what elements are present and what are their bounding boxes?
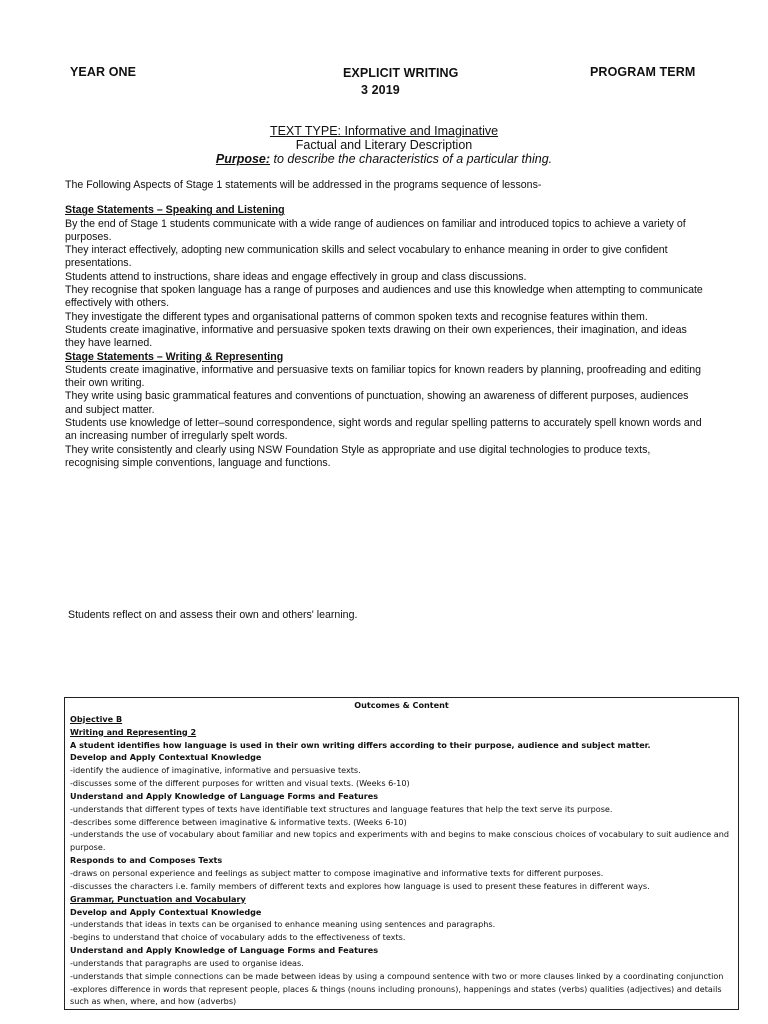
speaking-line: They recognise that spoken language has a range of purposes and audiences and use this knowledge when attempting to communicate effectively with others. [65, 284, 703, 310]
speaking-line: They interact effectively, adopting new communication skills and select vocabulary to enhance meaning in order to give confident presentations. [65, 244, 668, 270]
outcome-line: -discusses the characters i.e. family members of different texts and explores how language is used to present these features in different ways. [70, 880, 650, 891]
writing-line: Students create imaginative, informative and persuasive texts on familiar topics for known readers by planning, proofreading and editing their own writing. [65, 363, 701, 390]
outcome-heading: Grammar, Punctuation and Vocabulary [70, 893, 246, 904]
outcome-line: -understands that paragraphs are used to organise ideas. [70, 957, 304, 968]
outcome-line: -understands the use of vocabulary about familiar and new topics and experiments with and begins to make conscious choices of vocabulary to suit audience and purpose. [70, 829, 729, 853]
outcome-subheading: Develop and Apply Contextual Knowledge [70, 752, 262, 763]
writing-heading: Stage Statements – Writing & Representing [65, 350, 284, 363]
outcomes-content-box [64, 697, 739, 1010]
outcome-line: -understands that simple connections can be made between ideas by using a compound sentence with two or more clauses linked by a coordinating conjunction [70, 970, 724, 981]
stage-statements [65, 179, 705, 470]
intro-text: The Following Aspects of Stage 1 statements will be addressed in the programs sequence of lessons- [65, 179, 542, 191]
speaking-line: By the end of Stage 1 students communicate with a wide range of audiences on familiar and introduced topics to achieve a variety of purposes. [65, 217, 686, 243]
text-type-title: TEXT TYPE: Informative and Imaginative [269, 124, 499, 138]
outcomes-title: Outcomes & Content [354, 700, 449, 710]
header-year: YEAR ONE [70, 65, 137, 79]
outcome-line: A student identifies how language is used in their own writing differs according to their purpose, audience and subject matter. [70, 739, 651, 750]
purpose-text: to describe the characteristics of a particular thing. [270, 152, 553, 166]
writing-line: They write consistently and clearly using NSW Foundation Style as appropriate and use digital technologies to produce texts, recognising simple conventions, language and functions. [65, 443, 651, 469]
outcome-subheading: Responds to and Composes Texts [70, 855, 223, 866]
speaking-heading: Stage Statements – Speaking and Listening [65, 204, 285, 217]
speaking-line: Students create imaginative, informative and persuasive spoken texts drawing on their own experiences, their imagination, and ideas they have learned. [65, 323, 687, 350]
outcome-line: -identify the audience of imaginative, informative and persuasive texts. [70, 765, 361, 776]
header-title [343, 65, 459, 99]
text-type-subtitle: Factual and Literary Description [295, 138, 473, 152]
header-program-term: PROGRAM TERM [590, 65, 696, 79]
purpose-label: Purpose: [215, 152, 271, 166]
outcome-heading: Objective B [70, 713, 123, 724]
outcome-line: -begins to understand that choice of vocabulary adds to the effectiveness of texts. [70, 932, 406, 943]
header-title-line2: 3 2019 [361, 83, 400, 97]
writing-line: Students use knowledge of letter–sound correspondence, sight words and regular spelling patterns to accurately spell known words and an increasing number of irregularly spelt words. [65, 417, 702, 443]
outcome-line: -discusses some of the different purposes for written and visual texts. (Weeks 6-10) [70, 778, 410, 789]
reflect-statement: Students reflect on and assess their own and others' learning. [68, 609, 358, 621]
outcome-heading: Writing and Representing 2 [70, 726, 197, 737]
outcome-line: -understands that ideas in texts can be organised to enhance meaning using sentences and paragraphs. [70, 919, 496, 930]
header-title-line1: EXPLICIT WRITING [343, 66, 459, 80]
outcome-subheading: Develop and Apply Contextual Knowledge [70, 906, 262, 917]
outcome-line: -understands that different types of texts have identifiable text structures and language features that help the text serve its purpose. [70, 803, 613, 814]
speaking-line: They investigate the different types and organisational patterns of common spoken texts and recognise features within them. [65, 310, 648, 323]
outcome-subheading: Understand and Apply Knowledge of Language Forms and Features [70, 945, 379, 956]
outcome-line: -draws on personal experience and feelings as subject matter to compose imaginative and informative texts for different purposes. [70, 867, 604, 878]
outcome-line: -describes some difference between imaginative & informative texts. (Weeks 6-10) [70, 816, 407, 827]
speaking-line: Students attend to instructions, share ideas and engage effectively in group and class discussions. [65, 270, 527, 283]
text-type-block [0, 124, 768, 166]
outcome-line: -explores difference in words that represent people, places & things (nouns including pronouns), happenings and states (verbs) qualities (adjectives) and details such as when, where, and how (adverbs) [70, 983, 722, 1007]
outcome-subheading: Understand and Apply Knowledge of Language Forms and Features [70, 790, 379, 801]
writing-line: They write using basic grammatical features and conventions of punctuation, showing an awareness of different purposes, audiences and subject matter. [65, 390, 689, 416]
purpose-line [0, 152, 768, 166]
